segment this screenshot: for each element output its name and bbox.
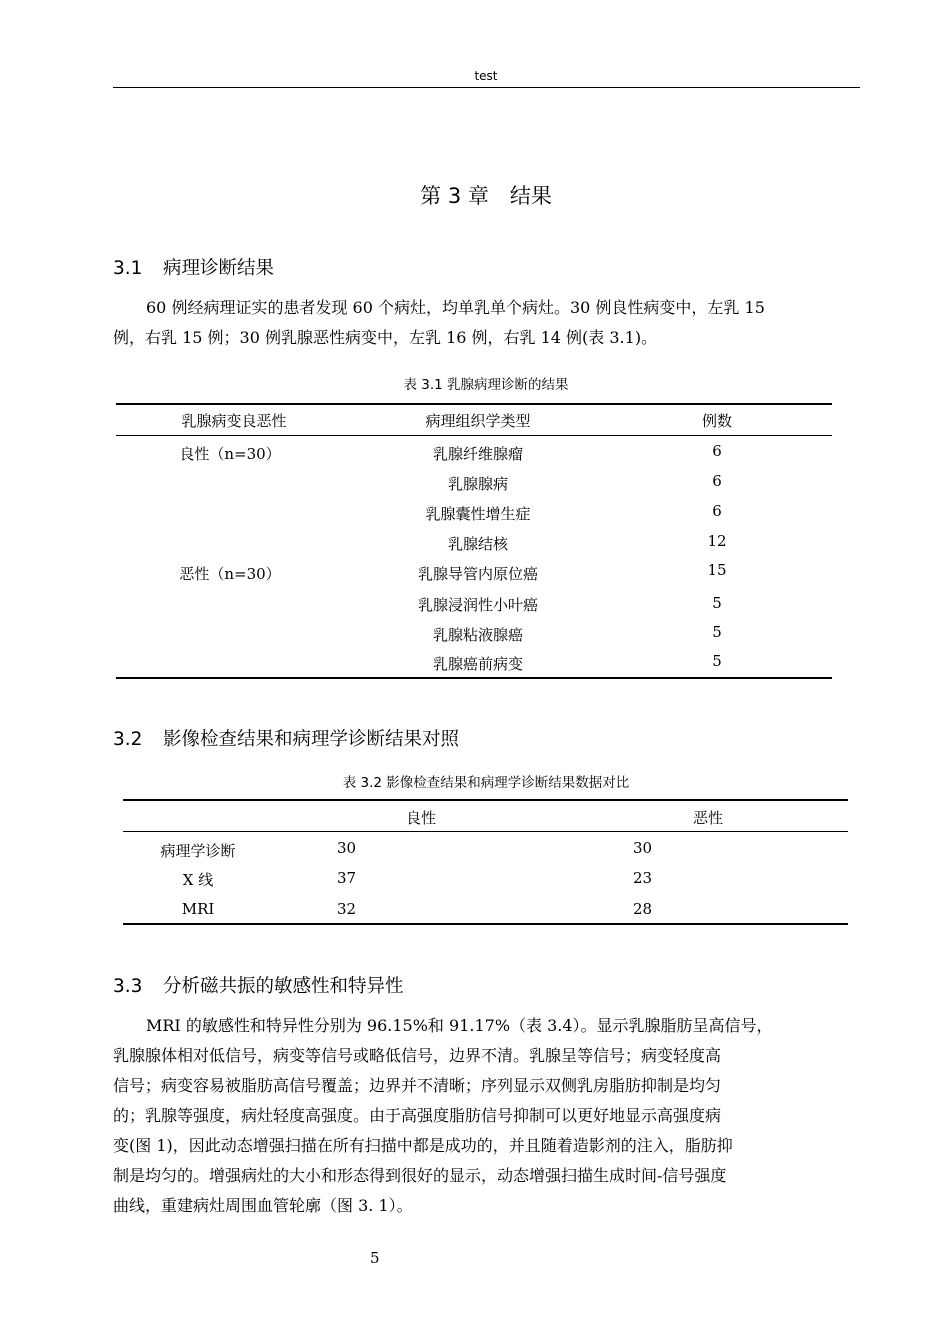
- table-cell-benign: 30: [337, 839, 357, 857]
- table-cell-count: 6: [712, 502, 722, 520]
- table-cell-type: 乳腺囊性增生症: [425, 505, 531, 523]
- page-number: 5: [370, 1249, 380, 1267]
- paragraph-line: 例，右乳 15 例；30 例乳腺恶性病变中，左乳 16 例，右乳 14 例(表 3.1)。: [113, 328, 658, 347]
- table-cell-type: 乳腺导管内原位癌: [417, 565, 539, 583]
- table-header-rule: [116, 435, 832, 436]
- table-header-cell: 恶性: [692, 809, 724, 827]
- paragraph-mri: [113, 1011, 860, 1221]
- table-header-cell: 乳腺病变良恶性: [181, 412, 287, 430]
- section-heading-3-2: [113, 725, 459, 751]
- section-title: 分析磁共振的敏感性和特异性: [163, 976, 404, 997]
- paragraph-line: MRI 的敏感性和特异性分别为 96.15%和 91.17%（表 3.4）。显示乳腺脂肪呈高信号，: [146, 1016, 773, 1035]
- paragraph-line: 乳腺腺体相对低信号，病变等信号或略低信号，边界不清。乳腺呈等信号；病变轻度高: [113, 1046, 722, 1065]
- table-row-label: X 线: [182, 871, 214, 889]
- header-divider: [113, 87, 860, 88]
- table-cell-count: 6: [712, 442, 722, 460]
- pathology-table: [116, 403, 832, 681]
- table-bottom-rule: [116, 677, 832, 679]
- table-cell-count: 5: [712, 652, 722, 670]
- group-label-malignant: 恶性（n=30）: [179, 565, 281, 583]
- table-header-cell: 例数: [701, 412, 733, 430]
- table-cell-count: 12: [707, 532, 727, 550]
- table-cell-type: 乳腺浸润性小叶癌: [417, 596, 539, 614]
- table-top-rule: [123, 799, 848, 801]
- table-bottom-rule: [123, 923, 848, 925]
- table-row-label: 病理学诊断: [160, 842, 236, 860]
- section-number: 3.2: [113, 729, 143, 750]
- chapter-title: 第 3 章 结果: [420, 184, 552, 208]
- table-row-label: MRI: [181, 900, 215, 918]
- section-title: 影像检查结果和病理学诊断结果对照: [163, 729, 460, 750]
- paragraph-pathology: [113, 293, 860, 353]
- table-cell-type: 乳腺结核: [447, 535, 509, 553]
- table-header-cell: 病理组织学类型: [425, 412, 531, 430]
- table-cell-type: 乳腺癌前病变: [432, 655, 524, 673]
- section-heading-3-1: [113, 254, 274, 280]
- table-cell-type: 乳腺纤维腺瘤: [432, 445, 524, 463]
- paragraph-line: 曲线，重建病灶周围血管轮廓（图 3. 1）。: [113, 1196, 413, 1215]
- table-header-rule: [123, 831, 848, 832]
- table-cell-count: 5: [712, 594, 722, 612]
- paragraph-line: 60 例经病理证实的患者发现 60 个病灶，均单乳单个病灶。30 例良性病变中，左乳 15: [146, 298, 765, 317]
- paragraph-line: 变(图 1)，因此动态增强扫描在所有扫描中都是成功的，并且随着造影剂的注入，脂肪抑: [113, 1136, 733, 1155]
- imaging-comparison-table: [123, 799, 848, 929]
- table-cell-benign: 32: [337, 900, 357, 918]
- table-top-rule: [116, 403, 832, 405]
- paragraph-line: 的；乳腺等强度，病灶轻度高强度。由于高强度脂肪信号抑制可以更好地显示高强度病: [113, 1106, 722, 1125]
- section-heading-3-3: [113, 972, 404, 998]
- section-number: 3.3: [113, 976, 143, 997]
- table-caption-3-1: 表 3.1 乳腺病理诊断的结果: [403, 377, 569, 393]
- table-cell-type: 乳腺粘液腺癌: [432, 626, 524, 644]
- paragraph-line: 信号；病变容易被脂肪高信号覆盖；边界并不清晰；序列显示双侧乳房脂肪抑制是均匀: [113, 1076, 722, 1095]
- table-cell-benign: 37: [337, 869, 357, 887]
- table-caption-3-2: 表 3.2 影像检查结果和病理学诊断结果数据对比: [342, 775, 630, 791]
- table-cell-type: 乳腺腺病: [447, 475, 509, 493]
- table-cell-malignant: 28: [633, 900, 653, 918]
- table-cell-count: 5: [712, 623, 722, 641]
- table-header-cell: 良性: [405, 809, 437, 827]
- section-title: 病理诊断结果: [163, 258, 275, 279]
- table-cell-count: 6: [712, 472, 722, 490]
- table-cell-malignant: 30: [633, 839, 653, 857]
- running-header: test: [474, 69, 498, 83]
- group-label-benign: 良性（n=30）: [179, 445, 281, 463]
- table-cell-count: 15: [707, 561, 727, 579]
- section-number: 3.1: [113, 258, 143, 279]
- table-cell-malignant: 23: [633, 869, 653, 887]
- paragraph-line: 制是均匀的。增强病灶的大小和形态得到很好的显示，动态增强扫描生成时间-信号强度: [113, 1166, 727, 1185]
